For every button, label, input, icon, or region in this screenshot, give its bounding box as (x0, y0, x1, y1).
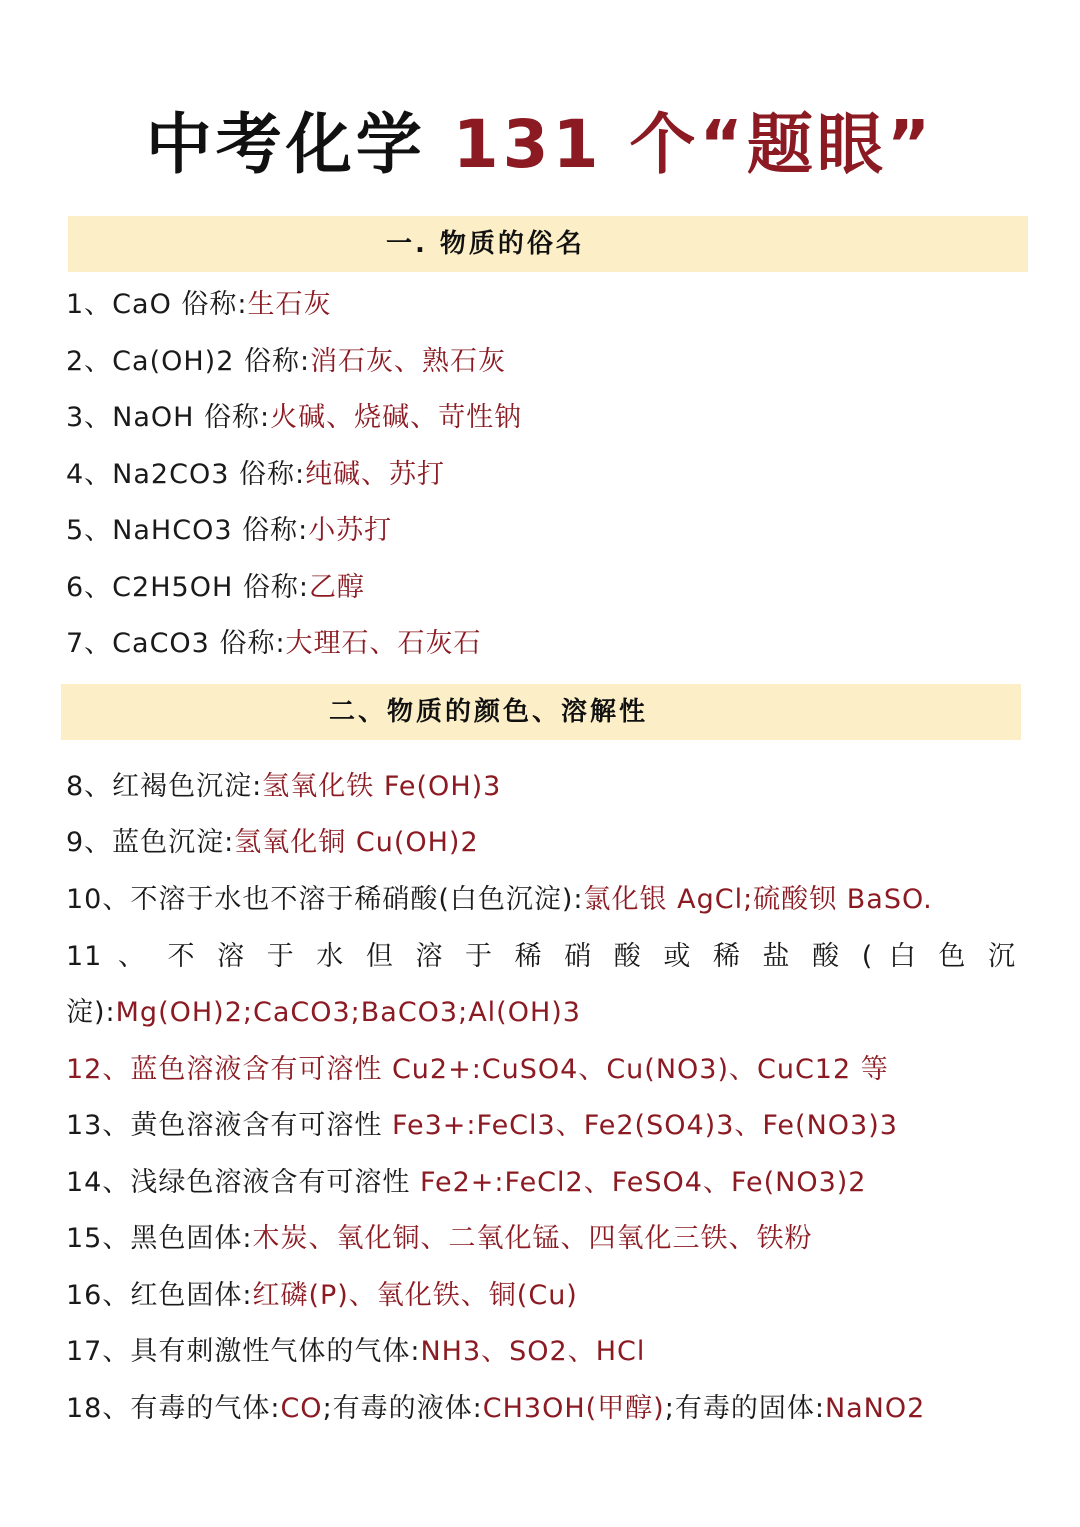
section-header-1 (68, 216, 1028, 272)
list-item (66, 622, 482, 666)
item-label: 6、C2H5OH 俗称: (66, 572, 309, 603)
item-label: 16、红色固体: (66, 1280, 253, 1311)
item-answer: 小苏打 (308, 515, 393, 546)
list-item (66, 453, 445, 497)
item-answer: 木炭、氧化铜、二氧化锰、四氧化三铁、铁粉 (252, 1223, 813, 1254)
list-item (66, 396, 522, 440)
section-heading: 二、物质的颜色、溶解性 (329, 697, 649, 727)
list-item-line2 (66, 991, 581, 1035)
item-answer: 大理石、石灰石 (285, 628, 482, 659)
item-answer: CH3OH(甲醇) (482, 1393, 665, 1424)
item-label: 11 、 不 溶 于 水 但 溶 于 稀 硝 酸 或 稀 盐 酸 ( 白 色 沉 (66, 941, 1016, 972)
item-label: 10、不溶于水也不溶于稀硝酸(白色沉淀): (66, 884, 584, 915)
list-item (66, 1048, 889, 1092)
list-item (66, 821, 479, 865)
item-label: 14、浅绿色溶液含有可溶性 (66, 1167, 420, 1198)
item-answer: CO (280, 1393, 323, 1424)
item-label: 18、有毒的气体: (66, 1393, 281, 1424)
item-label: ;有毒的固体: (664, 1393, 825, 1424)
item-text: 12、蓝色溶液含有可溶性 Cu2+:CuSO4、Cu(NO3)、CuC12 等 (66, 1054, 889, 1085)
item-label: 1、CaO 俗称: (66, 289, 248, 320)
list-item (66, 283, 332, 327)
item-answer: 氯化银 AgCl;硫酸钡 BaSO. (583, 884, 933, 915)
title-highlight: 131 个“题眼” (452, 106, 935, 183)
item-label: ;有毒的液体: (322, 1393, 483, 1424)
page-title (0, 100, 1080, 190)
list-item (66, 765, 501, 809)
item-label: 9、蓝色沉淀: (66, 827, 235, 858)
item-answer: 生石灰 (247, 289, 332, 320)
list-item (66, 1217, 812, 1261)
list-item (66, 340, 506, 384)
section-header-2 (61, 684, 1021, 740)
item-answer: 火碱、烧碱、苛性钠 (270, 402, 523, 433)
list-item (66, 509, 392, 553)
list-item (66, 1387, 925, 1431)
list-item (66, 1330, 645, 1374)
item-answer: 纯碱、苏打 (305, 459, 446, 490)
list-item (66, 878, 933, 922)
list-item (66, 1104, 898, 1148)
item-label: 2、Ca(OH)2 俗称: (66, 346, 311, 377)
title-main: 中考化学 (145, 106, 453, 183)
item-label: 淀): (66, 997, 116, 1028)
item-label: 17、具有刺激性气体的气体: (66, 1336, 421, 1367)
item-label: 4、Na2CO3 俗称: (66, 459, 306, 490)
item-answer: Fe3+:FeCl3、Fe2(SO4)3、Fe(NO3)3 (391, 1110, 898, 1141)
item-label: 7、CaCO3 俗称: (66, 628, 286, 659)
item-answer: 消石灰、熟石灰 (310, 346, 507, 377)
item-answer: Mg(OH)2;CaCO3;BaCO3;Al(OH)3 (115, 997, 581, 1028)
section-heading: 一. 物质的俗名 (386, 229, 585, 259)
item-label: 15、黑色固体: (66, 1223, 253, 1254)
item-label: 5、NaHCO3 俗称: (66, 515, 309, 546)
item-answer: 氢氧化铜 Cu(OH)2 (234, 827, 479, 858)
list-item (66, 1274, 578, 1318)
item-answer: 氢氧化铁 Fe(OH)3 (262, 771, 502, 802)
list-item (66, 1161, 867, 1205)
list-item-line1 (66, 935, 1016, 979)
item-label: 13、黄色溶液含有可溶性 (66, 1110, 392, 1141)
item-label: 8、红褐色沉淀: (66, 771, 263, 802)
item-answer: 红磷(P)、氧化铁、铜(Cu) (252, 1280, 578, 1311)
item-answer: NH3、SO2、HCl (420, 1336, 646, 1367)
item-answer: NaNO2 (824, 1393, 926, 1424)
list-item (66, 566, 365, 610)
item-answer: Fe2+:FeCl2、FeSO4、Fe(NO3)2 (419, 1167, 867, 1198)
item-answer: 乙醇 (308, 572, 365, 603)
item-label: 3、NaOH 俗称: (66, 402, 271, 433)
